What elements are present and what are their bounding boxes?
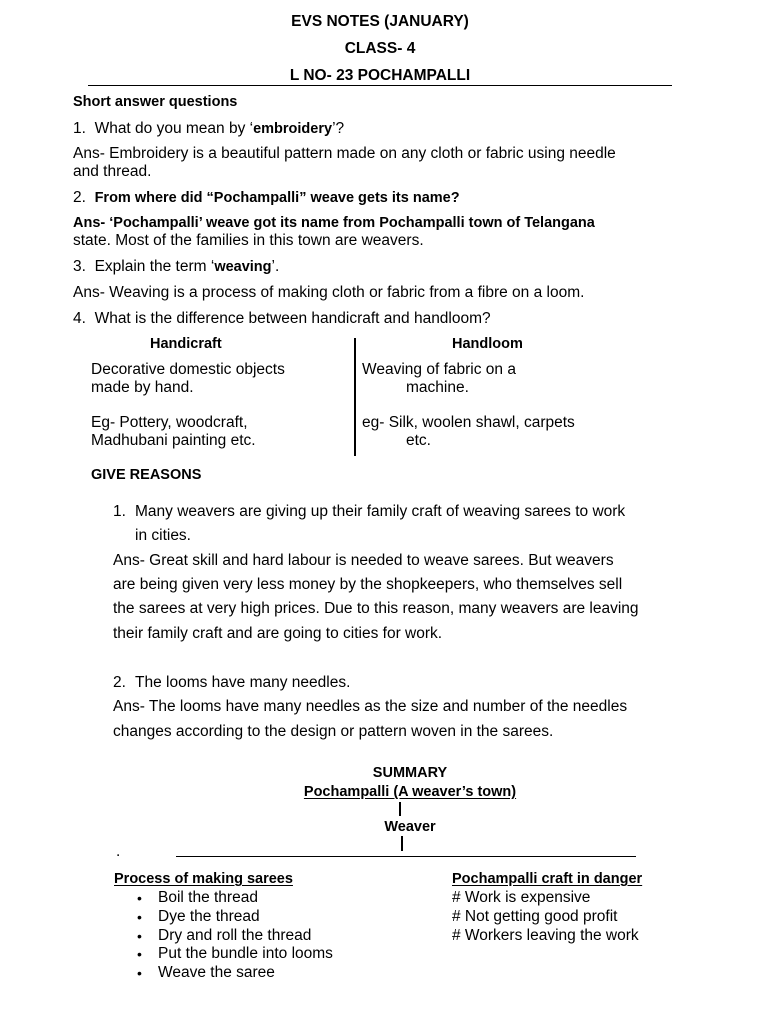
handicraft-row2-line2: Madhubani painting etc. (91, 432, 256, 449)
reason-1-question-line2: in cities. (135, 527, 191, 544)
question-2 (73, 189, 460, 207)
question-4 (73, 310, 491, 328)
list-item: • Dye the thread (133, 908, 333, 927)
question-text-end: ’. (271, 258, 280, 275)
answer-2-line1 (73, 214, 595, 232)
danger-item: # Workers leaving the work (452, 927, 639, 944)
question-number: 2. (73, 189, 86, 206)
list-item: • Put the bundle into looms (133, 945, 333, 964)
reason-1-answer-line2: are being given very less money by the shopkeepers, who themselves sell (113, 576, 623, 593)
answer-2-line2: state. Most of the families in this town are weavers. (73, 232, 424, 249)
reason-1-answer-line3: the sarees at very high prices. Due to this reason, many weavers are leaving (113, 600, 639, 617)
answer-2-line1-text: Ans- ‘Pochampalli’ weave got its name from Pochampalli town of Telangana (73, 215, 595, 231)
question-text-end: ’? (332, 120, 345, 137)
summary-heading: SUMMARY (372, 765, 448, 781)
question-number: 1. (73, 120, 86, 137)
list-item: • Weave the saree (133, 964, 333, 983)
reason-2-question-line1: The looms have many needles. (135, 674, 351, 691)
stray-dot: . (116, 843, 121, 860)
class-label: CLASS- 4 (344, 40, 416, 57)
handicraft-row2-line1: Eg- Pottery, woodcraft, (91, 414, 248, 431)
section-heading-short-answer: Short answer questions (73, 94, 238, 110)
summary-subtitle: Pochampalli (A weaver’s town) (303, 784, 517, 800)
question-1 (73, 120, 344, 138)
reason-2-answer-line1: Ans- The looms have many needles as the size and number of the needles (113, 698, 628, 715)
handloom-row2-line2: etc. (406, 432, 431, 449)
question-text: Explain the term ‘ (94, 258, 215, 275)
question-term: embroidery (253, 121, 333, 137)
reason-1-question-line1: Many weavers are giving up their family craft of weaving sarees to work (135, 503, 626, 520)
connector-bottom (401, 836, 403, 851)
question-text: From where did “Pochampalli” weave gets its name? (94, 190, 460, 206)
question-text: What is the difference between handicraft and handloom? (94, 310, 491, 327)
connector-top (399, 802, 401, 816)
answer-1-line2: and thread. (73, 163, 152, 180)
lesson-label: L NO- 23 POCHAMPALLI (289, 67, 471, 84)
danger-heading: Pochampalli craft in danger (452, 871, 643, 887)
handicraft-row1-line1: Decorative domestic objects (91, 361, 285, 378)
reason-1-number: 1. (113, 503, 126, 520)
summary-node-weaver: Weaver (384, 819, 436, 835)
question-3 (73, 258, 279, 276)
answer-1-line1: Ans- Embroidery is a beautiful pattern made on any cloth or fabric using needle (73, 145, 616, 162)
list-item: • Boil the thread (133, 889, 333, 908)
danger-item: # Work is expensive (452, 889, 591, 906)
reason-2-number: 2. (113, 674, 126, 691)
list-item: • Dry and roll the thread (133, 927, 333, 946)
answer-3-line1: Ans- Weaving is a process of making cloth or fabric from a fibre on a loom. (73, 284, 585, 301)
question-number: 4. (73, 310, 86, 327)
handloom-row1-line1: Weaving of fabric on a (362, 361, 516, 378)
question-term: weaving (214, 259, 272, 275)
danger-item: # Not getting good profit (452, 908, 618, 925)
table-header-handloom: Handloom (452, 336, 523, 352)
handloom-row1-line2: machine. (406, 379, 469, 396)
section-heading-give-reasons: GIVE REASONS (91, 467, 202, 483)
summary-branch-line (176, 856, 636, 857)
reason-2-answer-line2: changes according to the design or pattern woven in the sarees. (113, 723, 554, 740)
reason-1-answer-line4: their family craft and are going to cities for work. (113, 625, 443, 642)
table-header-handicraft: Handicraft (150, 336, 222, 352)
process-list (133, 889, 333, 983)
header-divider (88, 85, 672, 86)
question-text: What do you mean by ‘ (94, 120, 254, 137)
question-number: 3. (73, 258, 86, 275)
reason-1-answer-line1: Ans- Great skill and hard labour is needed to weave sarees. But weavers (113, 552, 614, 569)
process-heading: Process of making sarees (114, 871, 293, 887)
table-divider (354, 338, 356, 456)
handloom-row2-line1: eg- Silk, woolen shawl, carpets (362, 414, 575, 431)
handicraft-row1-line2: made by hand. (91, 379, 194, 396)
doc-title: EVS NOTES (JANUARY) (291, 13, 469, 30)
